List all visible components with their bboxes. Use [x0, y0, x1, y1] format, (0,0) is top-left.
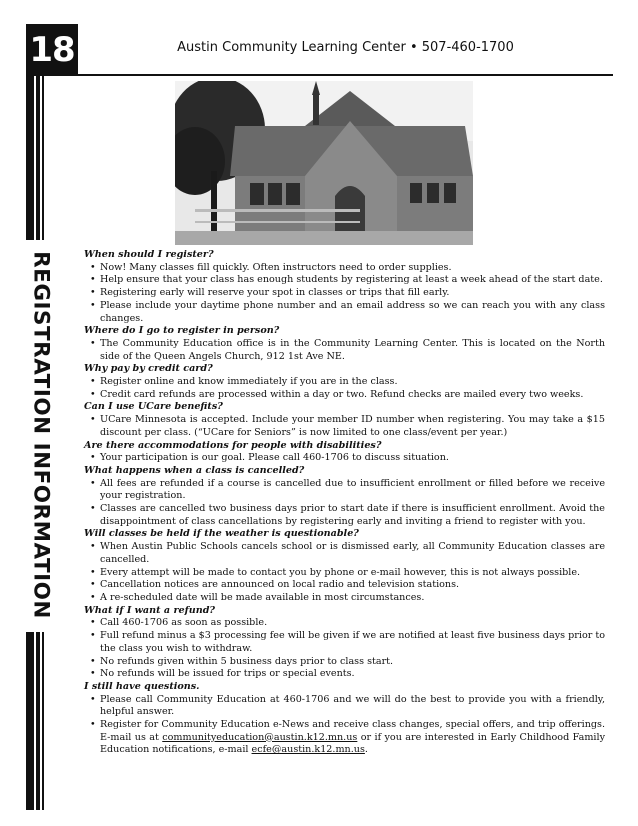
faq-question: When should I register?	[84, 249, 214, 260]
registration-faq	[84, 249, 605, 757]
side-label	[24, 240, 58, 630]
faq-question: What happens when a class is cancelled?	[84, 464, 305, 476]
faq-bullet: • Now! Many classes fill quickly. Often instructors need to order supplies.	[90, 261, 452, 273]
faq-bullet: • UCare Minnesota is accepted. Include your member ID number when registering. You may take a $15 discount per class. (“UCare for Seniors” is now limited to one class/event per year.)	[90, 414, 605, 438]
faq-question: Are there accommodations for people with disabilities?	[84, 439, 382, 451]
header-title: Austin Community Learning Center • 507-460-1700	[177, 40, 514, 55]
faq-bullet: • Your participation is our goal. Please call 460-1706 to discuss situation.	[90, 452, 449, 464]
header-rule	[78, 74, 613, 76]
faq-question: What if I want a refund?	[84, 604, 216, 616]
community-ed-email-link[interactable]: communityeducation@austin.k12.mn.us	[162, 731, 358, 743]
faq-question: Why pay by credit card?	[84, 363, 213, 375]
faq-question: Will classes be held if the weather is questionable?	[84, 528, 359, 540]
page-number: 18	[26, 24, 78, 76]
faq-bullet: • Cancellation notices are announced on local radio and television stations.	[90, 579, 460, 591]
faq-bullet: • Registering early will reserve your spot in classes or trips that fill early.	[90, 287, 450, 299]
faq-bullet: • No refunds given within 5 business days prior to class start.	[90, 655, 394, 667]
faq-bullet: • No refunds will be issued for trips or special events.	[90, 668, 355, 680]
faq-question: Where do I go to register in person?	[84, 325, 280, 337]
faq-bullet: • Full refund minus a $3 processing fee will be given if we are notified at least five business days prior to the class you wish to withdraw.	[90, 630, 605, 654]
faq-bullet: • Help ensure that your class has enough students by registering at least a week ahead of the start date.	[90, 274, 603, 286]
faq-bullet: • Every attempt will be made to contact you by phone or e-mail however, this is not always possible.	[90, 566, 581, 578]
side-label-text: REGISTRATION INFORMATION	[28, 251, 54, 619]
faq-bullet: • A re-scheduled date will be made available in most circumstances.	[90, 591, 425, 603]
faq-bullet: • Call 460-1706 as soon as possible.	[90, 617, 268, 629]
faq-bullet: • Please call Community Education at 460-1706 and we will do the best to provide you with a friendly, helpful answer.	[90, 693, 605, 718]
faq-bullet: • Credit card refunds are processed within a day or two. Refund checks are mailed every two weeks.	[90, 388, 584, 400]
faq-bullet: • Please include your daytime phone number and an email address so we can reach you with any class changes.	[90, 299, 605, 324]
faq-question: I still have questions.	[84, 680, 200, 692]
faq-question: Can I use UCare benefits?	[84, 401, 223, 413]
faq-bullet: • Register for Community Education e-News and receive class changes, special offers, and trip offerings. E-mail us at communityeducation@austin.k12.mn.us or if you are interested in Early Childhood Family Education notifications, e-mail ecfe@austin.k12.mn.us.	[90, 719, 605, 756]
faq-bullet: • When Austin Public Schools cancels school or is dismissed early, all Community Education classes are cancelled.	[90, 541, 605, 565]
faq-bullet: • The Community Education office is in the Community Learning Center. This is located on the North side of the Queen Angels Church, 912 1st Ave NE.	[90, 337, 605, 362]
faq-bullet: • All fees are refunded if a course is cancelled due to insufficient enrollment or filled before we receive your registration.	[90, 477, 605, 502]
building-photo	[175, 81, 473, 245]
faq-bullet: • Register online and know immediately if you are in the class.	[90, 376, 398, 388]
ecfe-email-link[interactable]: ecfe@austin.k12.mn.us	[251, 744, 365, 756]
faq-bullet: • Classes are cancelled two business days prior to start date if there is insufficient enrollment. Avoid the disappointment of class cancellations by registering early and inviting a friend to register with you.	[90, 503, 605, 527]
